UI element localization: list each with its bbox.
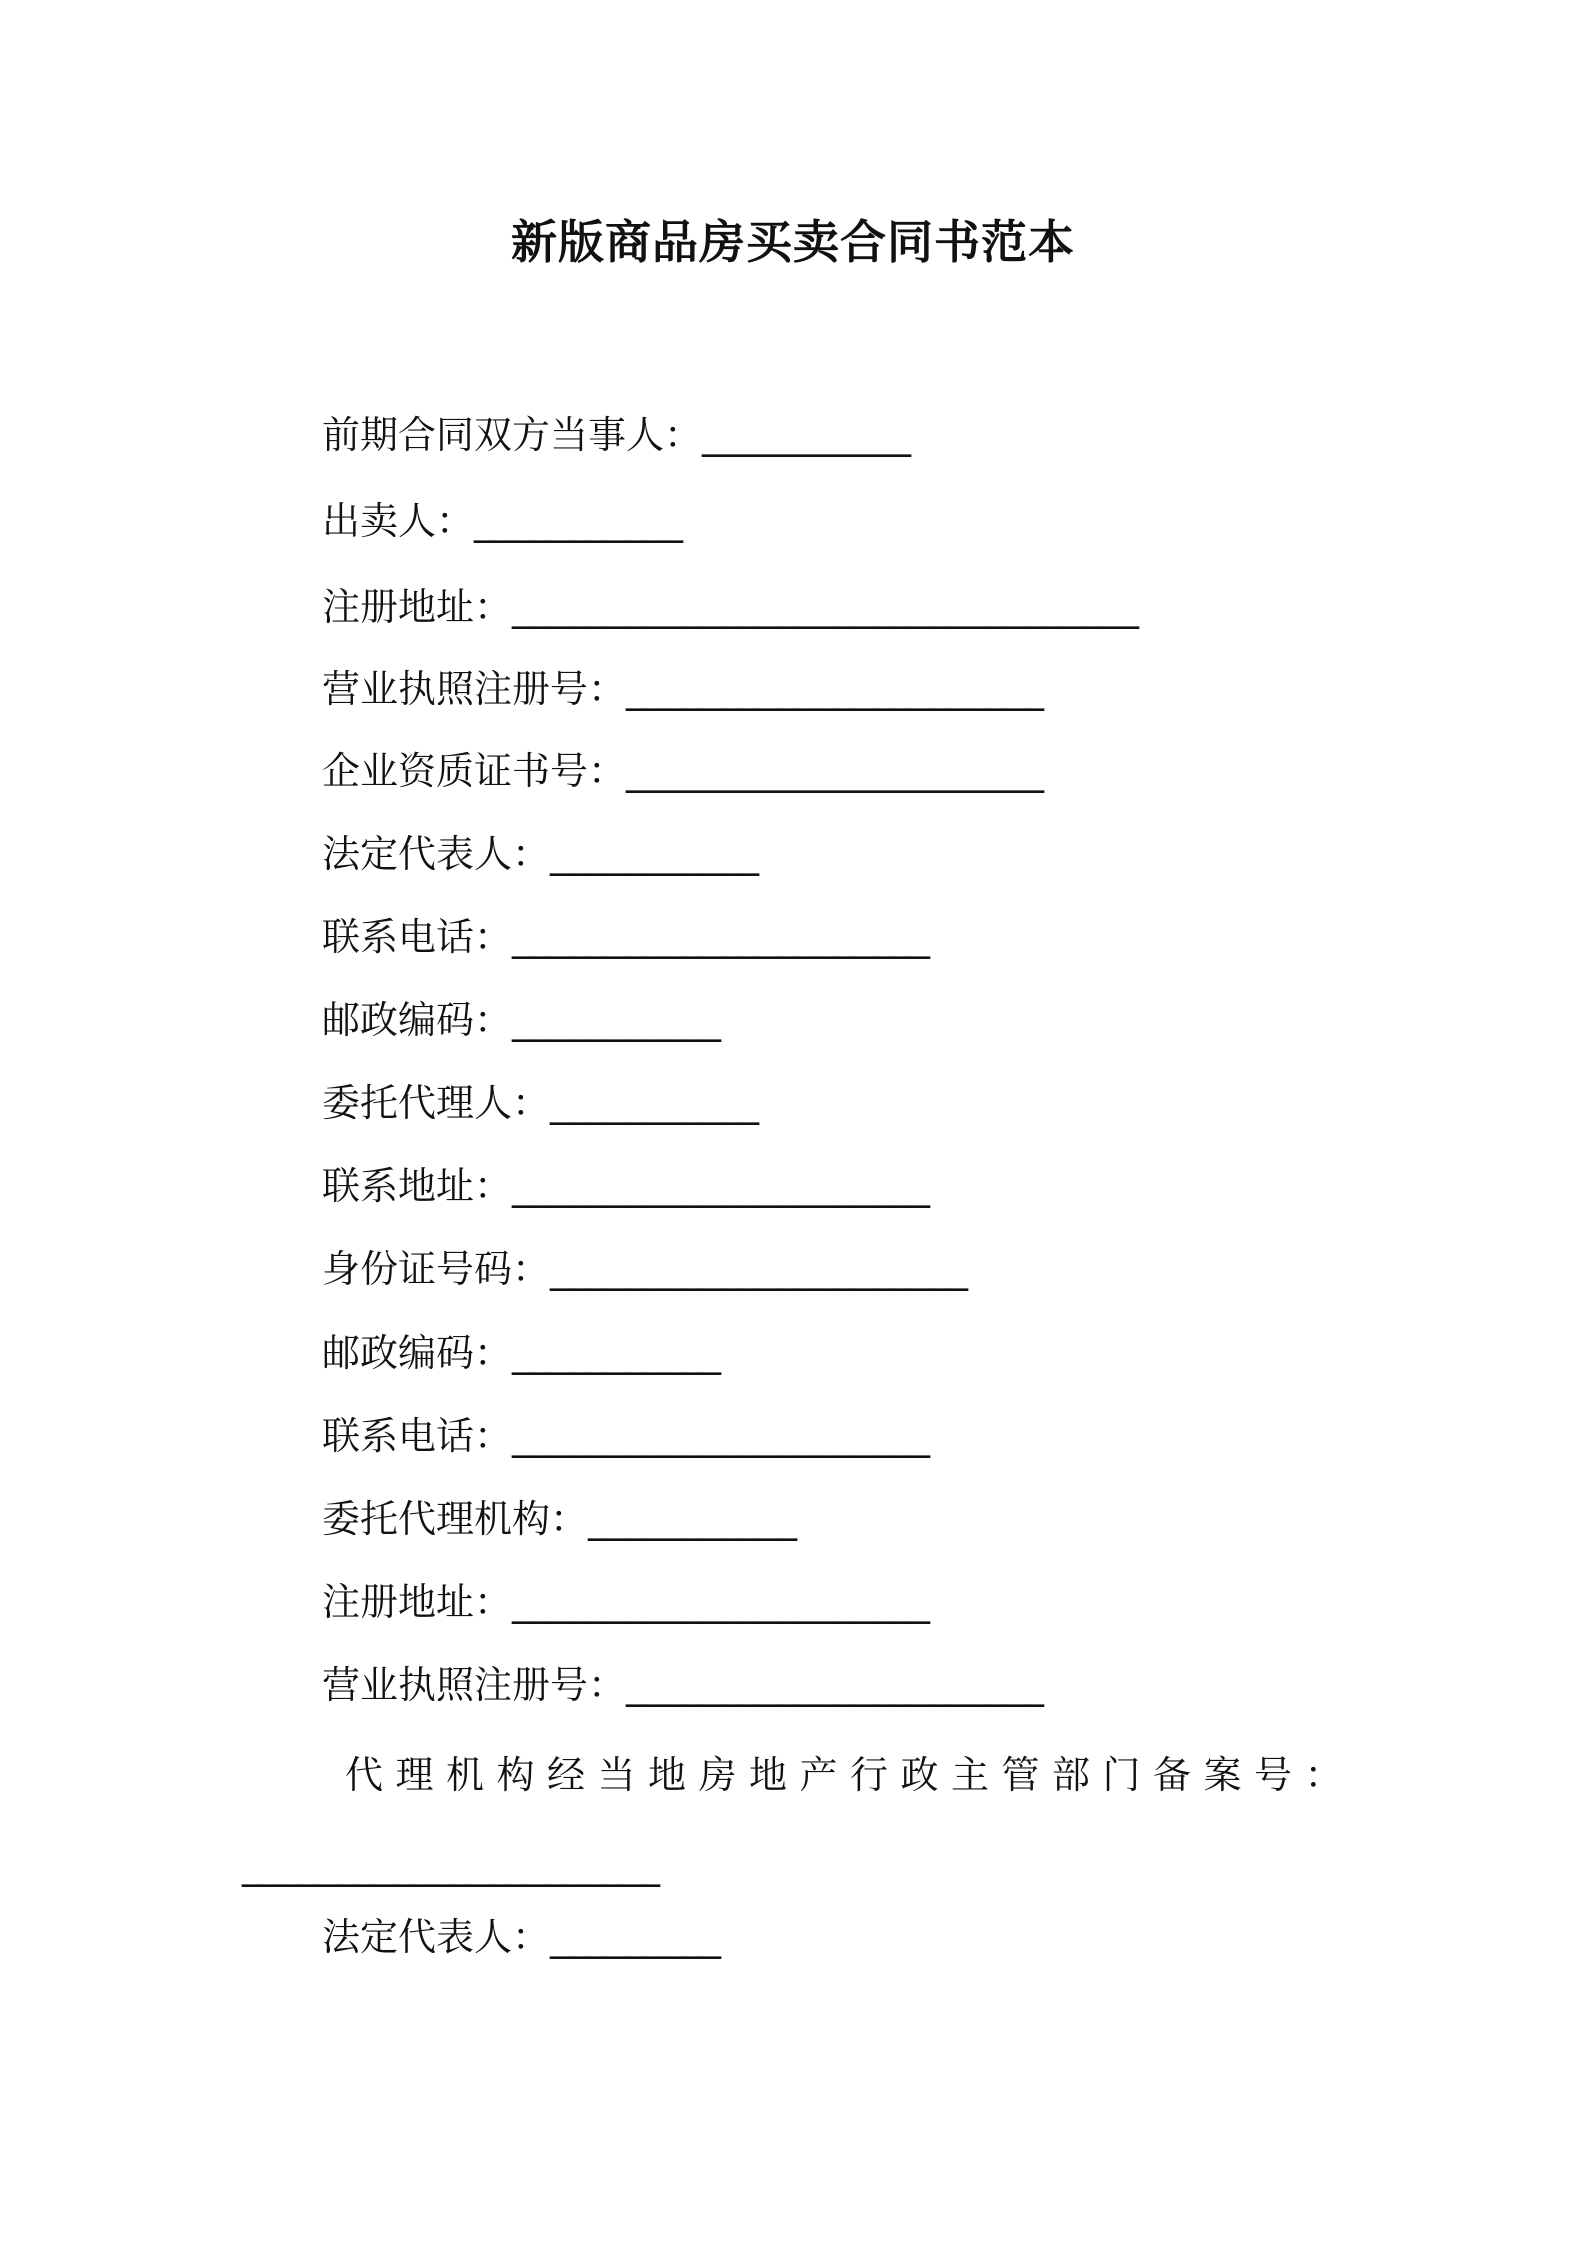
field-label: 企业资质证书号： — [322, 749, 627, 793]
field-label: 身份证号码： — [322, 1247, 551, 1291]
field-blank: ___________ — [512, 1331, 722, 1375]
field-blank: _________ — [550, 1915, 722, 1959]
field-row — [322, 496, 683, 546]
field-row — [322, 1078, 759, 1128]
field-blank: ______________________ — [550, 1247, 969, 1291]
field-row — [322, 1494, 797, 1544]
field-row — [322, 829, 759, 879]
field-blank: ______________________ — [512, 1414, 931, 1458]
agency-record-label: 代理机构经当地房地产行政主管部门备案号： — [345, 1753, 1356, 1797]
field-blank: ___________ — [550, 1081, 760, 1125]
field-row — [322, 912, 930, 962]
field-blank: _________________________________ — [512, 585, 1140, 629]
field-blank: ______________________ — [626, 667, 1045, 711]
agency-record-blank: ______________________ — [242, 1843, 660, 1887]
field-blank: ______________________ — [512, 1580, 931, 1624]
field-label: 邮政编码： — [322, 1331, 513, 1375]
field-label: 前期合同双方当事人： — [322, 413, 703, 457]
field-blank: ___________ — [550, 832, 760, 876]
field-label: 联系电话： — [322, 1414, 513, 1458]
field-label: 出卖人： — [322, 499, 475, 543]
field-row — [322, 746, 1044, 796]
field-row — [322, 1411, 930, 1461]
field-blank: ___________ — [474, 499, 684, 543]
field-row — [322, 995, 721, 1045]
field-blank: ___________ — [512, 998, 722, 1042]
field-label: 联系地址： — [322, 1164, 513, 1208]
field-row — [322, 1244, 968, 1294]
field-label: 联系电话： — [322, 915, 513, 959]
field-label: 法定代表人： — [322, 1915, 551, 1959]
field-row — [322, 664, 1044, 714]
field-row — [322, 582, 1139, 632]
field-row — [322, 1912, 721, 1962]
field-row — [322, 410, 911, 460]
field-label: 注册地址： — [322, 1580, 513, 1624]
field-row — [322, 1577, 930, 1627]
field-label: 法定代表人： — [322, 832, 551, 876]
field-row — [322, 1328, 721, 1378]
field-label: 委托代理人： — [322, 1081, 551, 1125]
field-blank: ______________________ — [626, 1663, 1045, 1707]
field-label: 营业执照注册号： — [322, 667, 627, 711]
document-title: 新版商品房买卖合同书范本 — [511, 215, 1075, 269]
field-blank: ___________ — [702, 413, 912, 457]
field-label: 邮政编码： — [322, 998, 513, 1042]
field-label: 注册地址： — [322, 585, 513, 629]
field-label: 营业执照注册号： — [322, 1663, 627, 1707]
field-blank: ______________________ — [512, 915, 931, 959]
field-row — [322, 1161, 930, 1211]
field-row — [322, 1660, 1044, 1710]
field-blank: ___________ — [588, 1497, 798, 1541]
field-label: 委托代理机构： — [322, 1497, 589, 1541]
field-blank: ______________________ — [626, 749, 1045, 793]
field-blank: ______________________ — [512, 1164, 931, 1208]
